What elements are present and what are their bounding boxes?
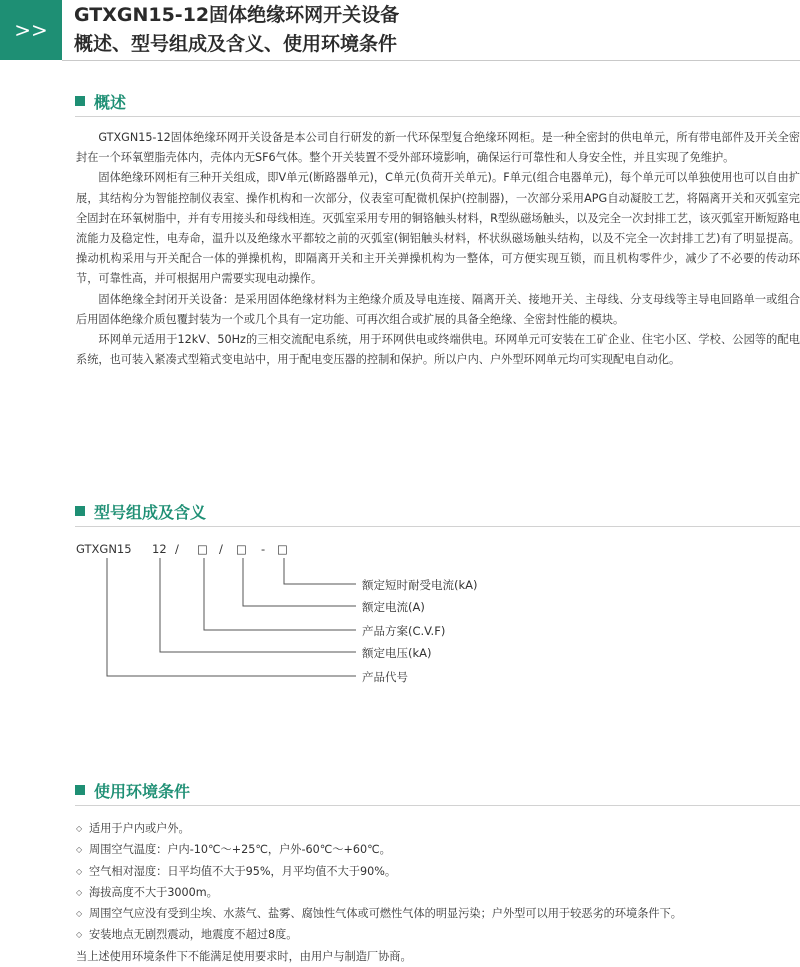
code-box-scheme: □ [197,542,208,556]
code-box-short-time: □ [277,542,288,556]
environment-list [76,818,800,967]
overview-paragraph: GTXGN15-12固体绝缘环网开关设备是本公司自行研发的新一代环保型复合绝缘环网柜。是一种全密封的供电单元，所有带电部件及开关全密封在一个环氧塑脂壳体内，壳体内无SF6气体。整个开关装置不受外部环境影响，确保运行可靠性和人身安全性，并且实现了免维护。 [76,131,800,165]
section-title-overview: 概述 [94,92,127,112]
environment-note: 当上述使用环境条件下不能满足使用要求时，由用户与制造厂协商。 [76,949,412,963]
code-slash: / [219,542,223,556]
square-bullet-icon [75,785,85,795]
list-item-text: 周围空气温度：户内-10℃～+25℃，户外-60℃～+60℃。 [89,843,391,857]
list-item-text: 周围空气应没有受到尘埃、水蒸气、盐雾、腐蚀性气体或可燃性气体的明显污染；户外型可以用于较恶劣的环境条件下。 [89,907,682,921]
header-divider [62,60,800,61]
diagram-leader-lines [76,534,800,694]
label-short-time-current: 额定短时耐受电流(kA) [362,578,478,592]
code-box-current: □ [236,542,247,556]
section-divider [75,526,800,527]
diamond-bullet-icon: ◇ [76,824,83,833]
section-heading-model [75,500,206,522]
diamond-bullet-icon: ◇ [76,887,83,897]
page-subtitle: 概述、型号组成及含义、使用环境条件 [74,33,398,55]
square-bullet-icon [75,96,85,106]
section-title-model: 型号组成及含义 [94,502,207,522]
diamond-bullet-icon: ◇ [76,845,83,855]
page-title: GTXGN15-12固体绝缘环网开关设备 [74,4,400,26]
diamond-bullet-icon: ◇ [76,930,83,940]
diamond-bullet-icon: ◇ [76,866,83,876]
code-dash: - [261,542,266,556]
section-divider [75,116,800,117]
model-code-diagram [76,534,800,694]
overview-paragraph: 环网单元适用于12kV、50Hz的三相交流配电系统，用于环网供电或终端供电。环网单元可安装在工矿企业、住宅小区、学校、公园等的配电系统，也可装入紧凑式型箱式变电站中，用于配电变压器的控制和保护。所以户内、户外型环网单元均可实现配电自动化。 [76,333,800,367]
code-slash: / [175,542,179,556]
nav-arrows-icon: >> [0,0,62,60]
overview-text [76,128,800,370]
label-rated-current: 额定电流(A) [362,600,425,614]
list-item [76,882,800,903]
list-item-text: 安装地点无剧烈震动，地震度不超过8度。 [89,928,298,942]
label-rated-voltage: 额定电压(kA) [362,646,432,660]
list-item-text: 适用于户内或户外。 [89,822,190,835]
overview-paragraph: 固体绝缘环网柜有三种开关组成，即V单元(断路器单元)，C单元(负荷开关单元)。F单元(组合电器单元)，每个单元可以单独使用也可以自由扩展，其结构分为智能控制仪表室、操作机构和一次部分，仪表室可配微机保护(控制器)，一次部分采用APG自动凝胶工艺，将隔离开关和灭弧室完全固封在环氧树脂中，并有专用接头和母线相连。灭弧室采用专用的铜铬触头材料，R型纵磁场触头，以及完全一次封排工艺，该灭弧室开断短路电流能力及稳定性，电寿命，温升以及绝缘水平都较之前的灭弧室(铜铝触头材料，杯状纵磁场触头结构，以及不完全一次封排工艺)有了明显提高。操动机构采用与开关配合一体的弹操机构，即隔离开关和主开关弹操机构为一整体，可方便实现互锁，而且机构零件少，减少了不必要的传动环节，可靠性高，并可根据用户需要实现电动操作。 [76,171,800,286]
square-bullet-icon [75,506,85,516]
code-product-prefix: GTXGN15 [76,542,132,556]
section-title-environment: 使用环境条件 [94,781,191,801]
section-divider [75,805,800,806]
label-product-scheme: 产品方案(C.V.F) [362,624,446,638]
list-item [76,818,800,839]
list-item-text: 空气相对湿度：日平均值不大于95%，月平均值不大于90%。 [89,864,397,878]
list-item [76,924,800,945]
label-product-code: 产品代号 [362,670,408,684]
code-voltage: 12 [152,542,167,556]
overview-paragraph: 固体绝缘全封闭开关设备：是采用固体绝缘材料为主绝缘介质及导电连接、隔离开关、接地开关、主母线、分支母线等主导电回路单一或组合后用固体绝缘介质包覆封装为一个或几个具有一定功能、可再次组合或扩展的具备全绝缘、全密封性能的模块。 [76,292,800,326]
list-item [76,861,800,882]
diamond-bullet-icon: ◇ [76,909,83,919]
section-heading-overview [75,90,126,112]
list-item [76,903,800,924]
list-item-text: 海拔高度不大于3000m。 [89,885,218,899]
section-heading-environment [75,779,190,801]
list-item [76,839,800,860]
page-header [0,0,800,64]
